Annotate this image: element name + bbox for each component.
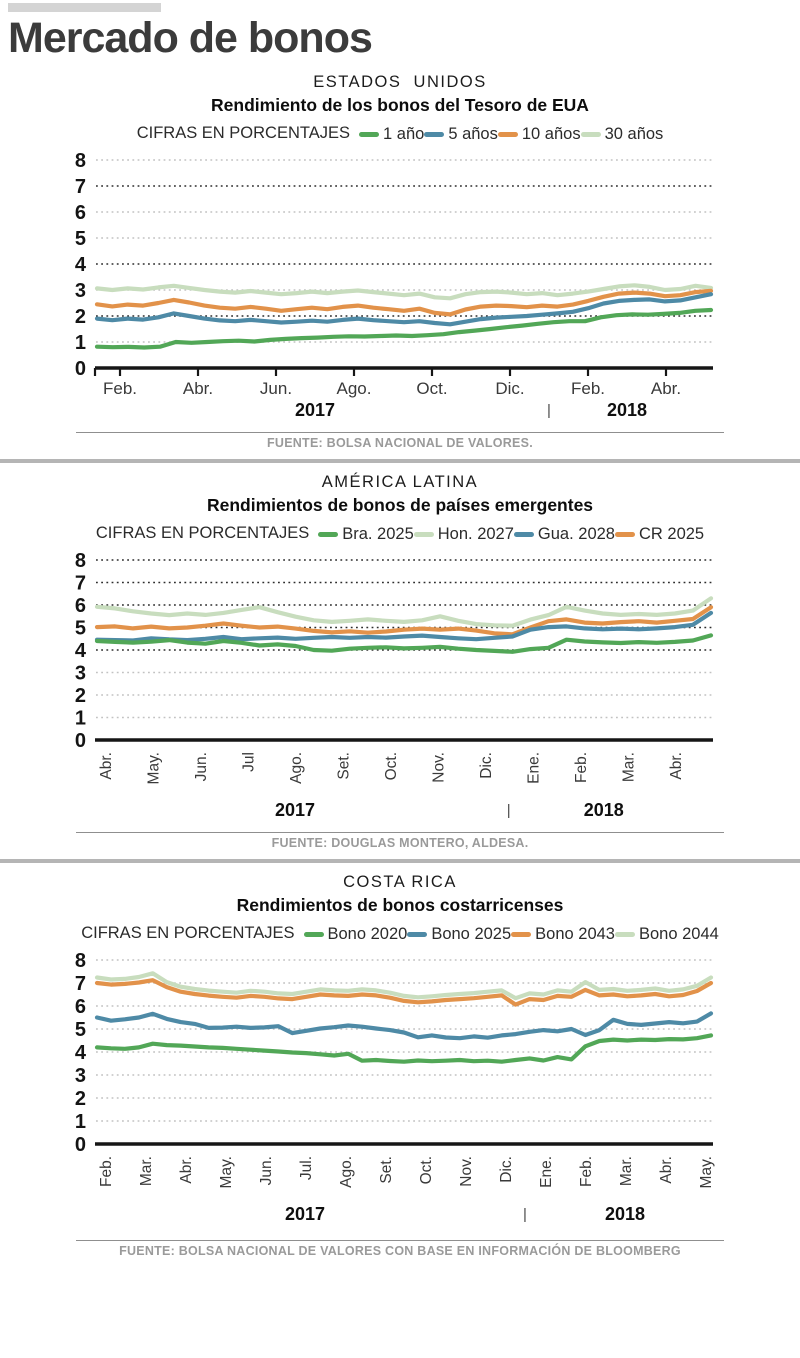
x-tick-label: Jul	[240, 751, 258, 772]
y-tick-label: 7	[74, 175, 86, 198]
y-tick-label: 7	[74, 572, 86, 595]
legend-swatch-icon	[424, 132, 444, 137]
source-rule	[76, 1240, 724, 1241]
x-tick-label: Oct.	[418, 1155, 435, 1185]
units-label: CIFRAS EN PORCENTAJES	[136, 123, 351, 142]
series-line-bono-2025	[97, 1013, 711, 1038]
legend-item	[304, 925, 408, 944]
year-labels	[295, 400, 647, 420]
y-tick-label: 8	[74, 949, 86, 972]
legend-label: Bono 2020	[327, 924, 408, 943]
y-tick-label: 1	[74, 1110, 86, 1133]
top-accent-bar	[8, 3, 161, 12]
year-label: 2018	[583, 799, 624, 820]
legend-swatch-icon	[498, 132, 518, 137]
legend-label: Bra. 2025	[342, 524, 414, 543]
legend-swatch-icon	[615, 932, 635, 937]
source-block	[0, 1240, 800, 1258]
y-tick-label: 6	[74, 594, 86, 617]
year-label: 2017	[284, 1203, 326, 1224]
legend-label: 10 años	[521, 124, 581, 143]
source-text: FUENTE: BOLSA NACIONAL DE VALORES.	[267, 435, 533, 450]
y-tick-label: 0	[74, 1133, 86, 1156]
year-label: 2018	[606, 399, 648, 420]
x-tick-label: Jul.	[298, 1155, 315, 1180]
y-tick-label: 2	[74, 684, 86, 707]
x-tick-label: Set.	[378, 1155, 395, 1184]
year-label: 2017	[274, 799, 316, 820]
y-tick-label: 1	[74, 331, 86, 354]
chart-section-usa	[0, 73, 800, 450]
legend-label: Bono 2043	[535, 924, 615, 943]
chart-title: Rendimientos de bonos costarricenses	[236, 894, 564, 915]
units-label: CIFRAS EN PORCENTAJES	[81, 923, 295, 942]
x-tick-label: Feb.	[102, 378, 138, 398]
units-label: CIFRAS EN PORCENTAJES	[95, 523, 310, 542]
x-tick-label: Feb.	[98, 1155, 115, 1187]
x-tick-label: Abr.	[658, 1155, 675, 1184]
series-line-bono-2043	[97, 980, 711, 1004]
chart-region-label: AMÉRICA LATINA	[321, 472, 479, 491]
source-text: FUENTE: BOLSA NACIONAL DE VALORES CON BASE EN INFORMACIÓN DE BLOOMBERG	[119, 1243, 681, 1258]
y-tick-label: 6	[74, 201, 86, 224]
y-tick-label: 0	[74, 729, 86, 752]
series-line-bono-2020	[97, 1035, 711, 1061]
y-tick-label: 5	[74, 1018, 86, 1041]
legend-swatch-icon	[304, 932, 324, 937]
source-rule	[76, 432, 724, 433]
legend-swatch-icon	[414, 532, 434, 537]
year-separator: |	[547, 401, 551, 419]
legend-item	[511, 925, 615, 944]
x-tick-label: Mar.	[618, 1155, 635, 1187]
chart-section-latam	[0, 473, 800, 850]
legend-item	[359, 125, 424, 144]
year-separator: |	[523, 1205, 527, 1223]
legend-label: Bono 2025	[431, 924, 512, 943]
legend-label: 5 años	[448, 124, 498, 143]
y-tick-label: 5	[74, 227, 86, 250]
x-tick-label: Nov.	[458, 1155, 475, 1187]
x-tick-label: Oct.	[416, 378, 448, 398]
chart-title: Rendimientos de bonos de países emergentes	[206, 494, 594, 515]
x-tick-label: Mar.	[138, 1155, 155, 1187]
year-labels	[275, 800, 624, 820]
section-divider	[0, 859, 800, 863]
gridlines	[75, 550, 713, 752]
x-tick-label: Jun.	[259, 378, 293, 398]
x-tick-label: Dic.	[495, 378, 525, 398]
legend-row	[0, 923, 800, 944]
legend-label: 30 años	[604, 124, 664, 143]
legend-item	[498, 125, 581, 144]
year-labels	[285, 1204, 645, 1224]
legend-label: Bono 2044	[638, 924, 719, 943]
legend	[359, 123, 663, 144]
y-tick-label: 4	[74, 1041, 86, 1064]
source-block	[0, 432, 800, 450]
legend-label: Hon. 2027	[437, 524, 514, 543]
x-tick-label: Oct.	[383, 751, 400, 781]
y-tick-label: 0	[74, 357, 86, 380]
x-tick-label: Abr.	[98, 751, 115, 780]
y-tick-label: 3	[74, 662, 86, 685]
x-tick-label: Ene.	[538, 1155, 555, 1188]
x-tick-label: Ago.	[338, 1155, 355, 1188]
line-chart-costarica	[0, 946, 800, 1236]
legend-swatch-icon	[615, 532, 635, 537]
y-tick-label: 6	[74, 995, 86, 1018]
y-tick-label: 8	[74, 549, 86, 572]
section-divider	[0, 459, 800, 463]
chart-region-label: COSTA RICA	[343, 872, 457, 891]
legend-label: 1 año	[383, 124, 425, 143]
legend-swatch-icon	[511, 932, 531, 937]
x-tick-label: Abr.	[650, 378, 682, 398]
x-tick-label: Ene.	[525, 751, 543, 784]
chart-region-label: ESTADOS UNIDOS	[313, 72, 487, 91]
legend	[304, 923, 719, 944]
legend-swatch-icon	[581, 132, 601, 137]
y-tick-label: 4	[74, 253, 86, 276]
x-tick-label: Abr.	[178, 1155, 195, 1184]
y-tick-label: 5	[74, 617, 86, 640]
legend-item	[581, 125, 664, 144]
legend-swatch-icon	[318, 532, 338, 537]
series-group	[97, 973, 711, 1061]
legend-item	[514, 525, 615, 544]
y-tick-label: 4	[74, 639, 86, 662]
x-axis-labels	[98, 752, 685, 784]
chart-section-costarica	[0, 873, 800, 1258]
legend-label: CR 2025	[638, 524, 705, 543]
line-chart-latam	[0, 546, 800, 828]
x-tick-label: Mar.	[620, 751, 638, 783]
gridlines	[75, 950, 713, 1156]
legend-item	[407, 925, 511, 944]
y-tick-label: 3	[74, 1064, 86, 1087]
chart-title: Rendimiento de los bonos del Tesoro de EUA	[211, 94, 589, 115]
line-plot	[0, 546, 800, 828]
x-tick-label: Abr.	[182, 378, 214, 398]
x-tick-label: Jun.	[258, 1155, 275, 1186]
x-tick-label: May.	[698, 1155, 715, 1189]
y-tick-label: 8	[74, 149, 86, 172]
legend-item	[424, 125, 498, 144]
y-tick-label: 3	[74, 279, 86, 302]
x-tick-label: Nov.	[430, 751, 448, 783]
x-axis-labels	[95, 368, 681, 398]
x-tick-label: Ago.	[336, 378, 372, 398]
x-axis-labels	[98, 1156, 715, 1188]
x-tick-label: Dic.	[478, 751, 495, 779]
legend-item	[414, 525, 514, 544]
x-tick-label: May.	[218, 1155, 235, 1189]
x-tick-label: Feb.	[573, 751, 590, 783]
x-tick-label: Feb.	[578, 1155, 595, 1187]
legend-row	[0, 523, 800, 544]
legend	[318, 523, 704, 544]
legend-label: Gua. 2028	[537, 524, 615, 543]
x-tick-label: Set.	[335, 751, 353, 780]
x-tick-label: May.	[145, 751, 163, 785]
source-block	[0, 832, 800, 850]
line-chart-usa	[0, 146, 800, 428]
legend-item	[615, 925, 719, 944]
year-separator: |	[506, 801, 511, 819]
y-tick-label: 1	[74, 707, 86, 730]
x-tick-label: Ago.	[288, 751, 305, 784]
x-tick-label: Feb.	[570, 378, 606, 398]
year-label: 2018	[604, 1203, 646, 1224]
page-title: Mercado de bonos	[8, 14, 372, 62]
line-plot	[0, 146, 800, 428]
page-header	[0, 3, 800, 61]
legend-row	[0, 123, 800, 144]
source-text: FUENTE: DOUGLAS MONTERO, ALDESA.	[271, 835, 529, 850]
series-group	[97, 598, 711, 652]
legend-swatch-icon	[407, 932, 427, 937]
legend-item	[615, 525, 704, 544]
y-tick-label: 7	[74, 972, 86, 995]
year-label: 2017	[294, 399, 336, 420]
legend-swatch-icon	[359, 132, 379, 137]
y-tick-label: 2	[74, 1087, 86, 1110]
x-tick-label: Dic.	[498, 1155, 515, 1183]
legend-swatch-icon	[514, 532, 534, 537]
y-tick-label: 2	[74, 305, 86, 328]
source-rule	[76, 832, 724, 833]
x-tick-label: Jun.	[193, 751, 210, 782]
legend-item	[318, 525, 414, 544]
x-tick-label: Abr.	[668, 751, 685, 780]
line-plot	[0, 946, 800, 1236]
